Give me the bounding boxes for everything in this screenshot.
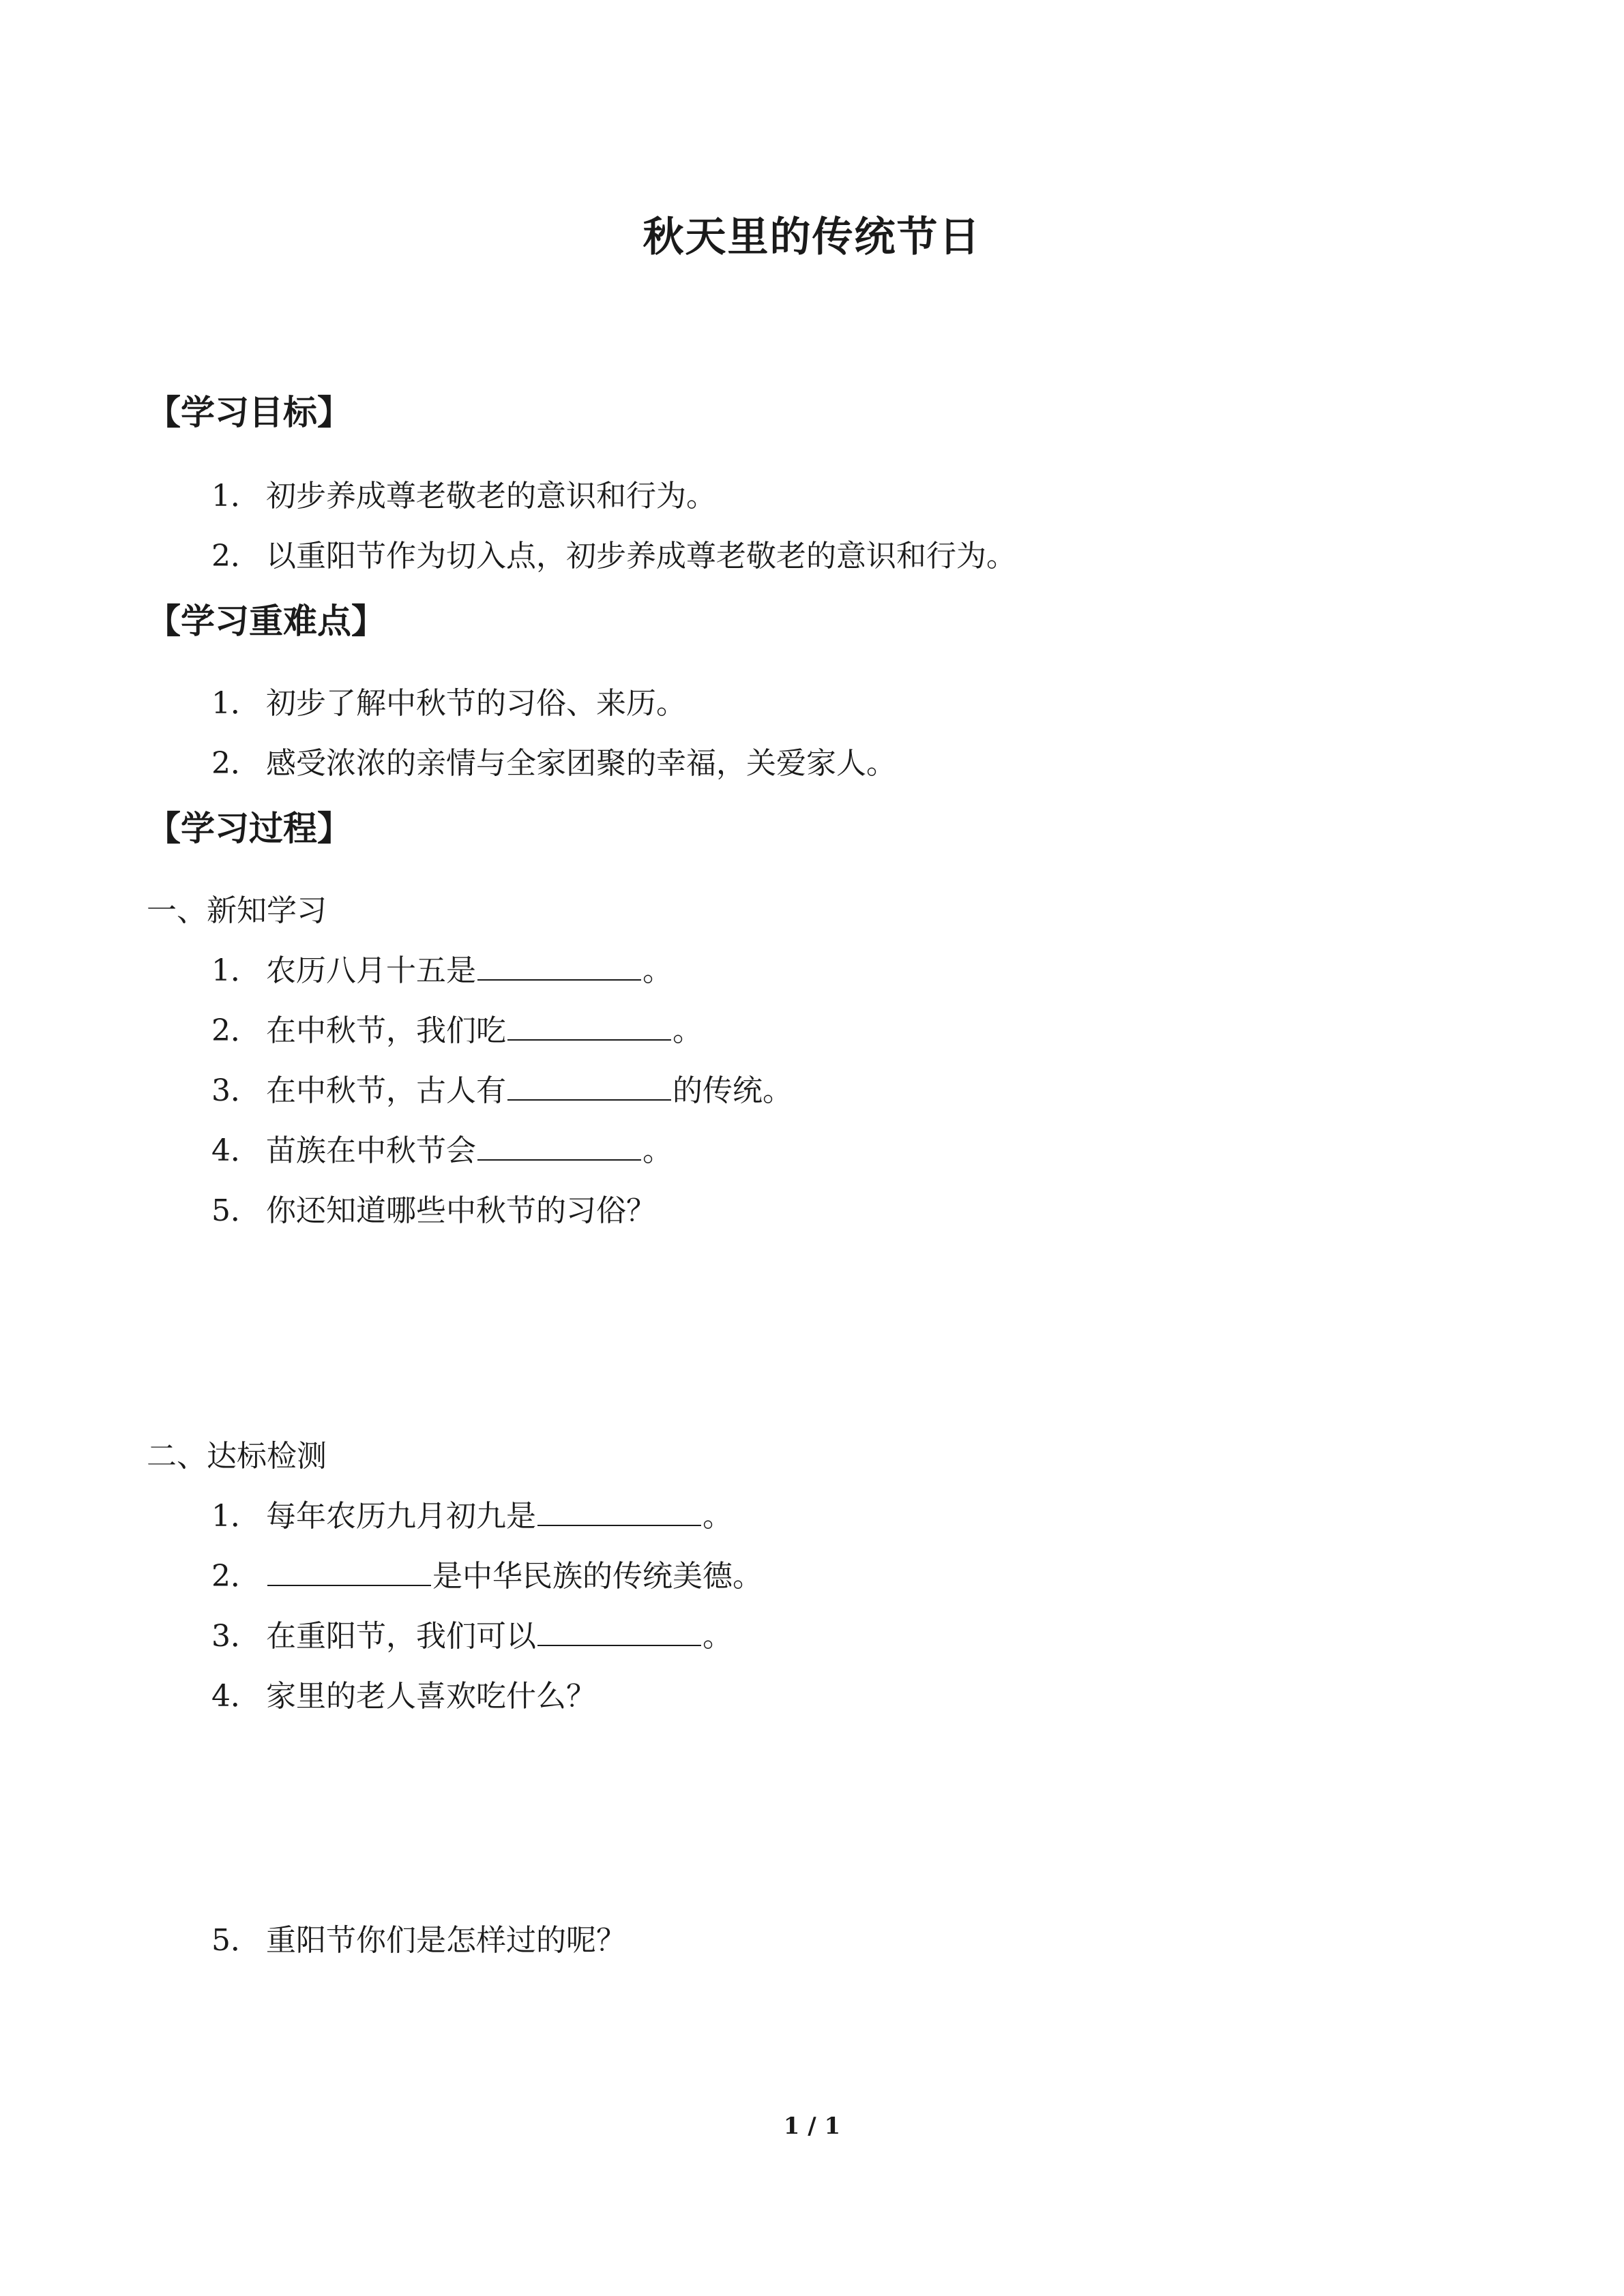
question-text: 重阳节你们是怎样过的呢？ [266,1923,626,1958]
question-text: 每年农历九月初九是 [266,1499,536,1534]
answer-blank[interactable] [537,1617,701,1646]
item-number: 1． [211,953,261,988]
answer-blank[interactable] [537,1497,701,1526]
key-point-item [211,743,896,784]
page-number: 1 / 1 [783,2113,841,2140]
item-number: 5． [211,1193,261,1228]
open-question [211,1676,596,1717]
open-question [211,1191,656,1232]
goal-item [211,536,1016,577]
item-text: 感受浓浓的亲情与全家团聚的幸福，关爱家人。 [266,746,896,781]
item-number: 2． [211,1013,261,1048]
section-heading-key-points: 【学习重难点】 [147,601,385,641]
fill-blank-question [211,1071,793,1112]
fill-blank-question [211,951,673,992]
answer-blank[interactable] [477,952,641,981]
key-point-item [211,683,686,724]
fill-blank-question [211,1496,733,1537]
page-title: 秋天里的传统节日 [643,213,981,261]
question-text-end: 。 [673,1013,703,1048]
question-text-end: 。 [643,1133,673,1168]
question-text: 苗族在中秋节会 [266,1133,476,1168]
fill-blank-question [211,1011,703,1052]
question-text-end: 。 [703,1619,733,1654]
question-text: 在重阳节，我们可以 [266,1619,536,1654]
item-text: 初步养成尊老敬老的意识和行为。 [266,479,716,513]
section-heading-process: 【学习过程】 [147,809,351,848]
item-number: 2． [211,746,261,781]
question-text: 家里的老人喜欢吃什么？ [266,1679,596,1714]
item-number: 1． [211,686,261,721]
question-text-end: 。 [703,1499,733,1534]
open-question [211,1920,626,1961]
item-text: 以重阳节作为切入点，初步养成尊老敬老的意识和行为。 [266,539,1016,573]
item-number: 4． [211,1679,261,1714]
answer-blank[interactable] [507,1012,671,1041]
goal-item [211,476,716,517]
answer-blank[interactable] [477,1132,641,1161]
answer-blank[interactable] [507,1072,671,1101]
question-text-end: 的传统。 [673,1073,793,1108]
question-text: 农历八月十五是 [266,953,476,988]
item-number: 2． [211,539,261,573]
item-number: 5． [211,1923,261,1958]
section-heading-goals: 【学习目标】 [147,393,351,432]
item-number: 3． [211,1619,261,1654]
item-number: 2． [211,1559,261,1594]
item-number: 1． [211,1499,261,1534]
question-text-end: 是中华民族的传统美德。 [432,1559,763,1594]
question-text: 在中秋节，我们吃 [266,1013,506,1048]
answer-blank[interactable] [267,1557,431,1586]
part-heading-new-knowledge: 一、新知学习 [147,893,327,928]
question-text: 在中秋节，古人有 [266,1073,506,1108]
item-number: 1． [211,479,261,513]
fill-blank-question [211,1131,673,1172]
item-text: 初步了解中秋节的习俗、来历。 [266,686,686,721]
question-text: 你还知道哪些中秋节的习俗？ [266,1193,656,1228]
item-number: 4． [211,1133,261,1168]
fill-blank-question [211,1556,763,1597]
part-heading-assessment: 二、达标检测 [147,1439,327,1474]
item-number: 3． [211,1073,261,1108]
fill-blank-question [211,1616,733,1657]
question-text-end: 。 [643,953,673,988]
